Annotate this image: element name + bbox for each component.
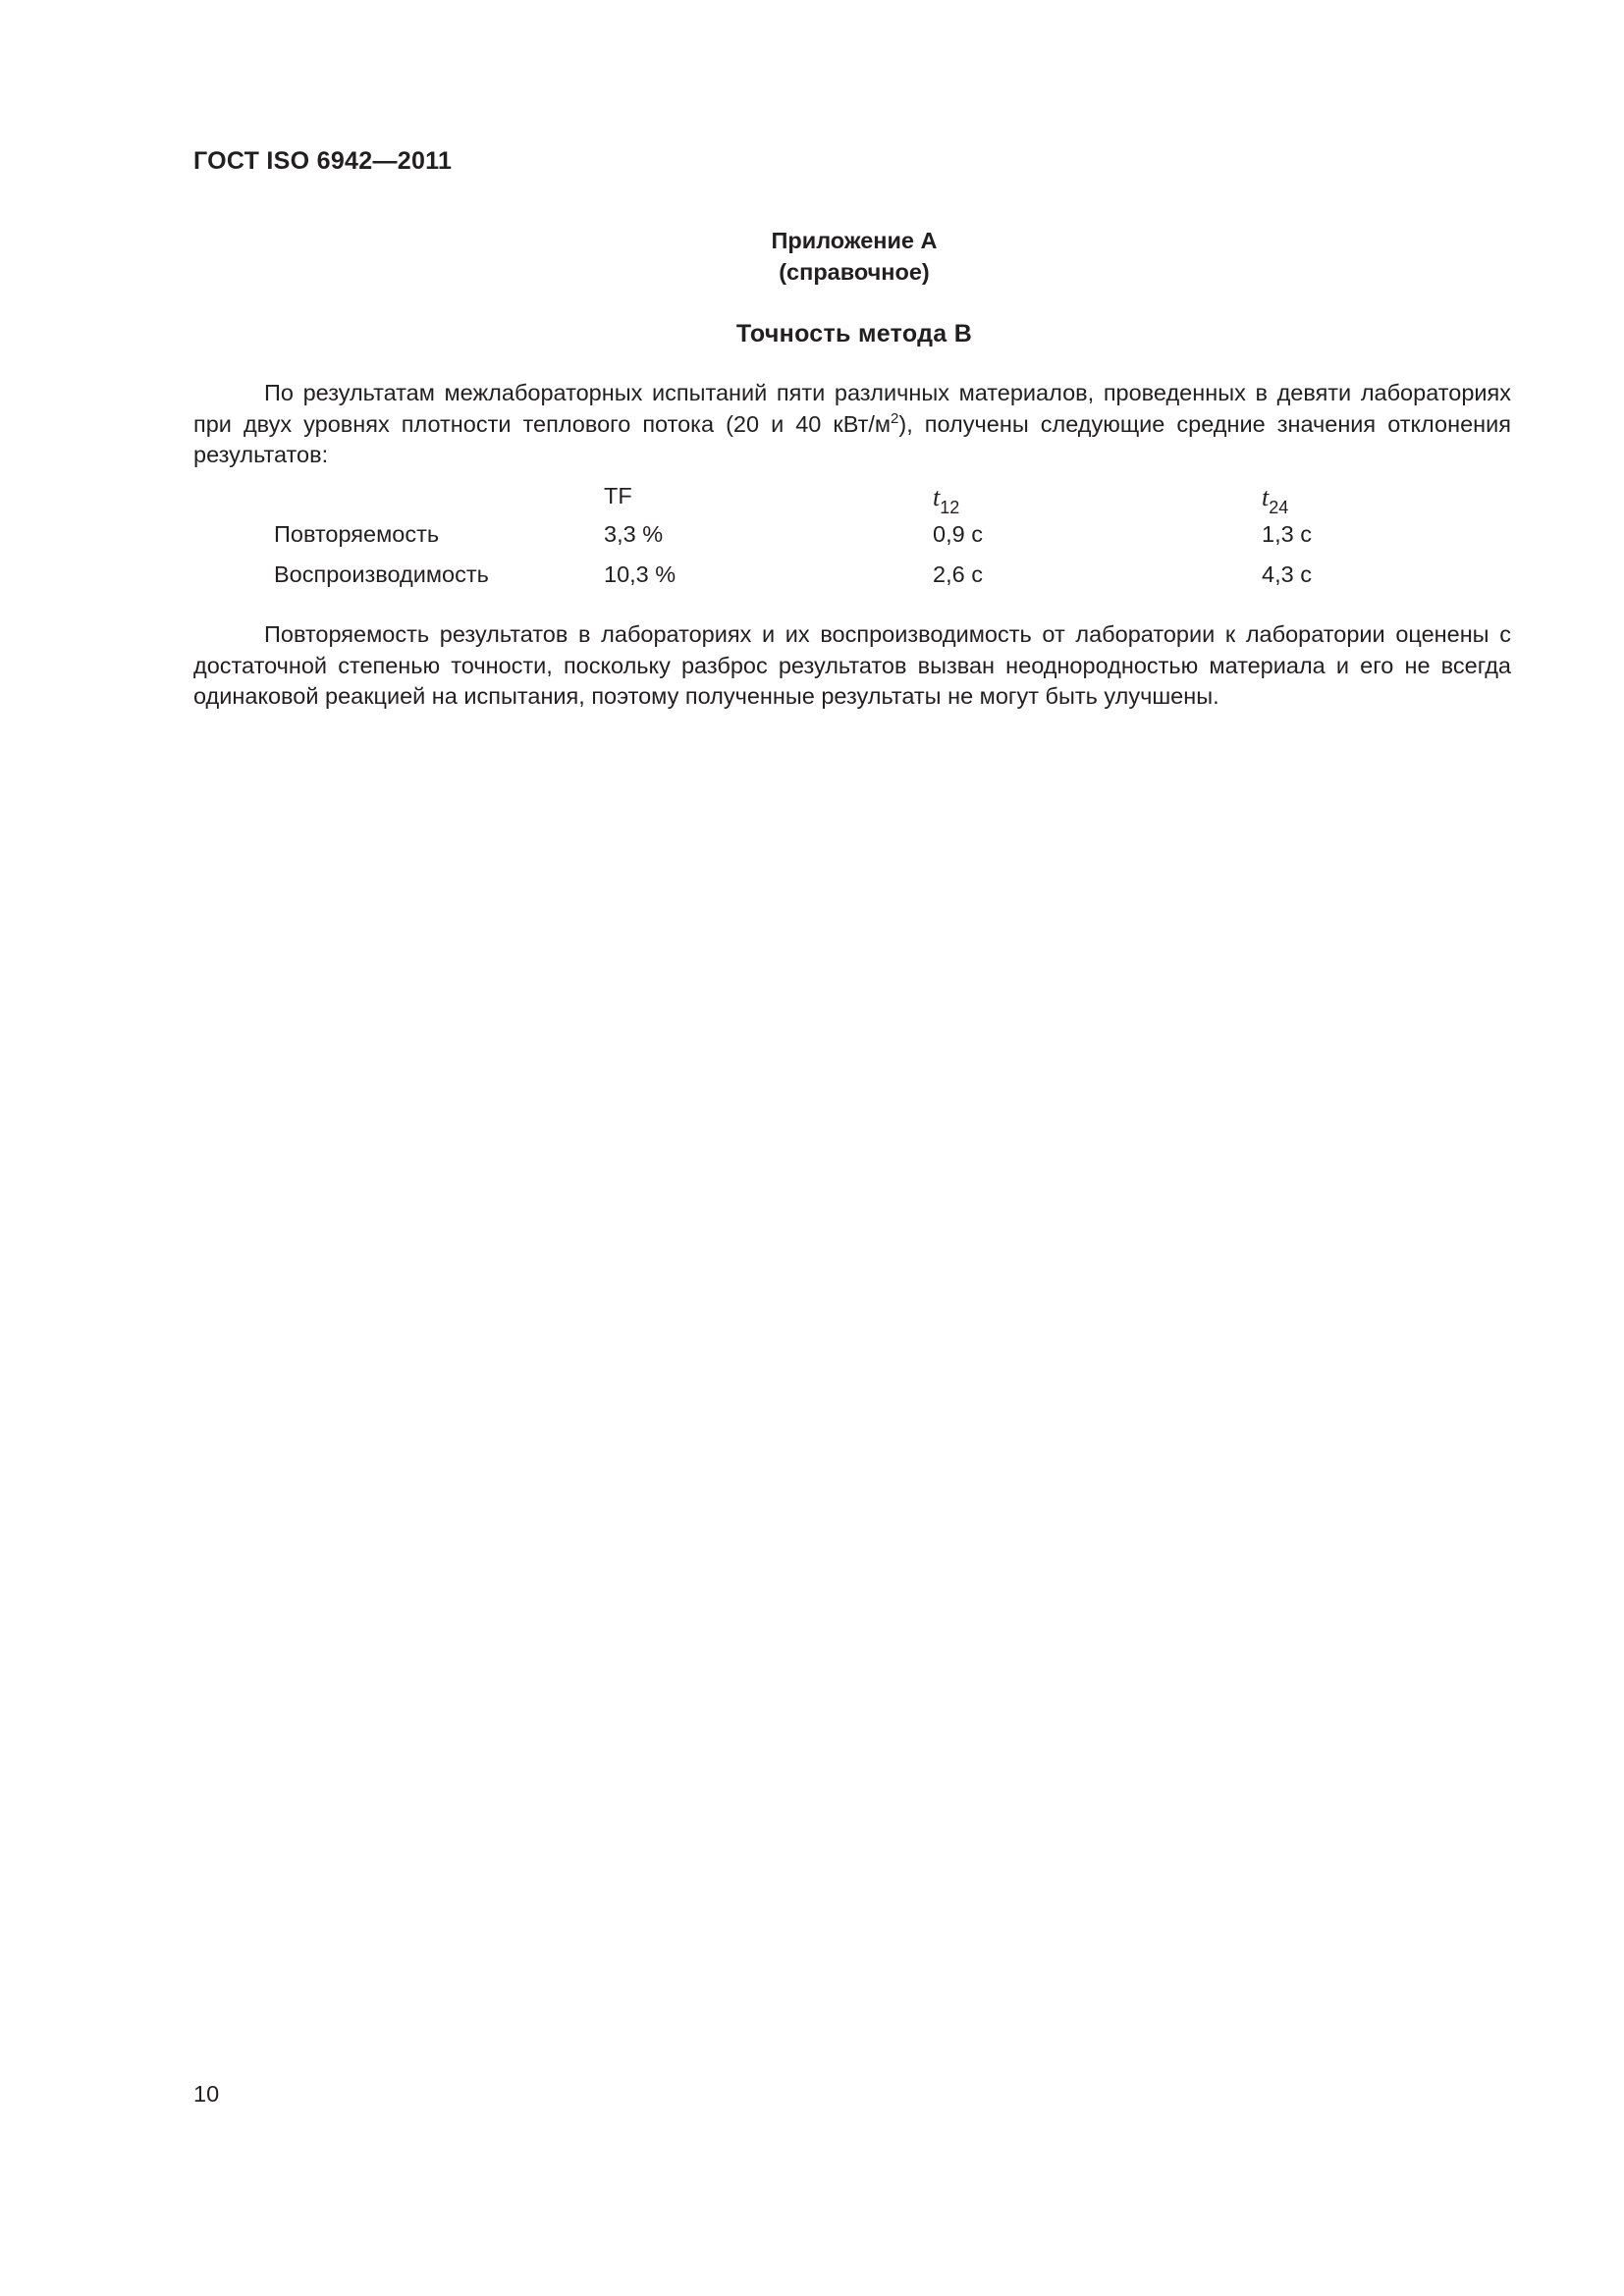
column-symbol: t [933,483,941,511]
table-cell: 3,3 % [604,521,664,547]
table-cell: 1,3 с [1262,521,1312,547]
section-title: Точность метода В [735,320,973,347]
table-cell: 2,6 с [933,561,983,587]
column-subscript: 12 [940,498,960,517]
document-header: ГОСТ ISO 6942—2011 [193,147,453,175]
page-number: 10 [193,2081,220,2107]
appendix-title: Приложение А [771,228,938,253]
row-label-reproducibility: Воспроизводимость [274,561,489,587]
table-cell: 4,3 с [1262,561,1312,587]
column-header-t12 [933,483,960,517]
table-cell: 10,3 % [604,561,677,587]
row-label-repeatability: Повторяемость [274,521,440,547]
paragraph-intro [193,378,1511,471]
column-symbol: t [1262,483,1270,511]
paragraph-intro-text-end: ), получены следующие средние значения отклонения результатов: [193,410,1511,467]
precision-table [193,479,1511,597]
superscript-exponent: 2 [891,409,899,427]
table-cell: 0,9 с [933,521,983,547]
column-subscript: 24 [1269,498,1289,517]
column-header-t24 [1262,483,1289,517]
column-header-tf: TF [604,483,632,508]
paragraph-intro-text: По результатам межлабораторных испытаний пяти различных материалов, проведенных в девяти лабораториях при двух уровнях плотности теплового потока (20 и 40 кВт/м [193,380,1511,437]
paragraph-conclusion: Повторяемость результатов в лабораториях и их воспроизводимость от лаборатории к лаборатории оценены с достаточной степенью точности, поскольку разброс результатов вызван неоднородностью материала и его не всегда одинаковой реакцией на испытания, поэтому полученные результаты не могут быть улучшены. [193,621,1511,709]
appendix-type: (справочное) [779,259,930,285]
